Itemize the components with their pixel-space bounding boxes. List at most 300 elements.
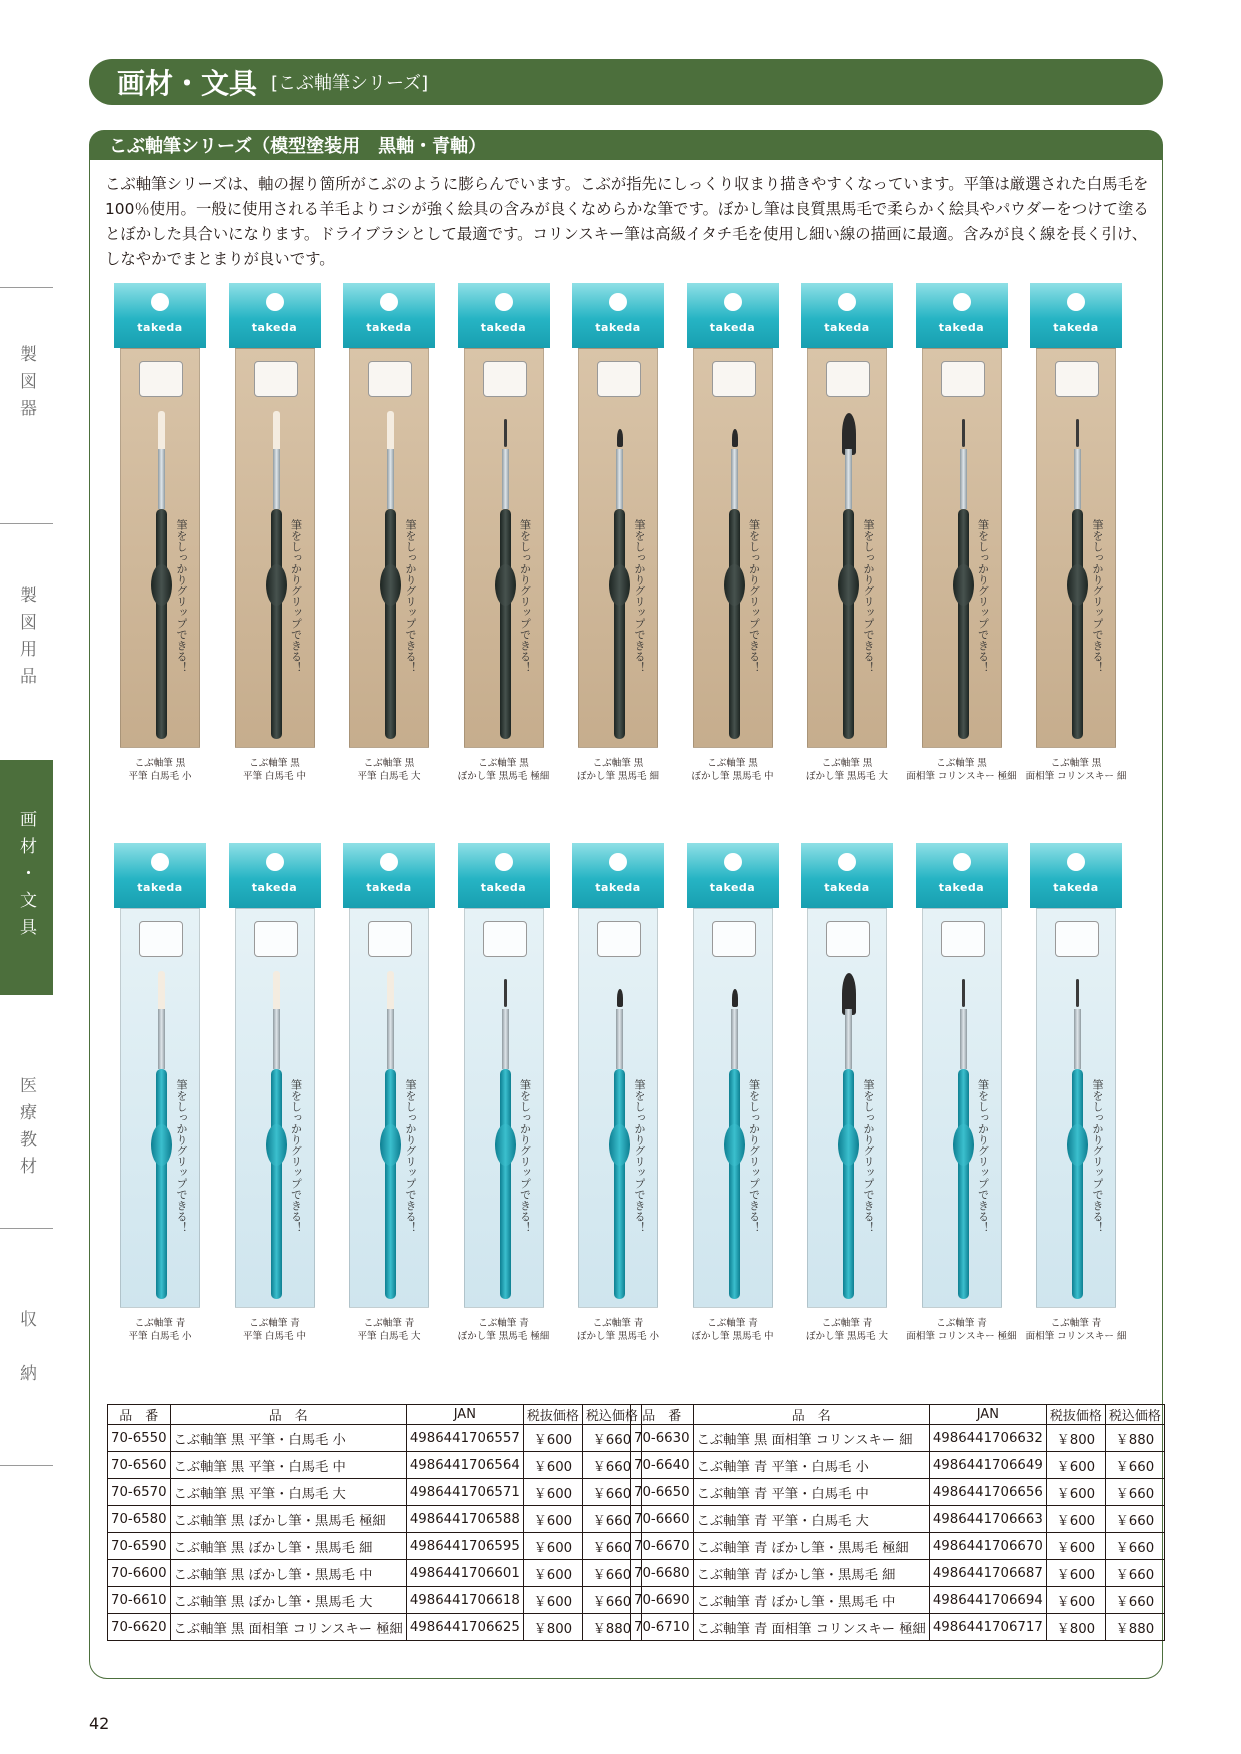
product-caption [329,1317,449,1343]
cell-jan: 4986441706564 [406,1452,523,1479]
brand-logo: takeda [709,881,756,894]
package-slogan: 筆をしっかりグリップできる！ [747,1079,761,1233]
brush-handle [500,1069,511,1299]
package-card [801,283,893,753]
package-slogan: 筆をしっかりグリップできる！ [976,1079,990,1233]
cell-price-in: ￥660 [1105,1533,1164,1560]
table-row [631,1533,1165,1560]
brand-logo: takeda [137,881,183,894]
caption-line-1: こぶ軸筆 黒 [478,758,529,769]
side-tab-label: 画材・文具 [16,810,36,945]
side-tab-storage[interactable] [0,1290,53,1410]
side-tab-label: 収 納 [16,1309,36,1391]
side-index [0,0,53,1754]
hang-hole-icon [724,853,742,871]
table-row [108,1614,642,1641]
brush-handle [156,1069,167,1299]
hang-hole-icon [380,853,398,871]
brush-ferrule [731,449,738,509]
cell-jan: 4986441706717 [929,1614,1046,1641]
package-card [687,843,779,1313]
caption-line-2: ぼかし筆 黒馬毛 極細 [457,771,550,782]
brush-tip [962,419,965,447]
package-slogan: 筆をしっかりグリップできる！ [175,1079,188,1233]
product-caption [100,1317,220,1343]
table-row [108,1479,642,1506]
brush-grip-bulge [838,564,859,606]
package-slogan: 筆をしっかりグリップできる！ [289,1079,303,1233]
page-header [89,59,1163,105]
cell-jan: 4986441706571 [406,1479,523,1506]
brand-logo: takeda [595,881,641,894]
package-window [693,348,773,748]
table-row [631,1560,1165,1587]
package-label [1055,361,1099,397]
caption-line-2: 平筆 白馬毛 中 [242,771,307,782]
brush-handle [1072,1069,1083,1299]
cell-price-in: ￥660 [1105,1479,1164,1506]
cell-jan: 4986441706595 [406,1533,523,1560]
brush-handle [729,1069,740,1299]
cell-product-no: 70-6630 [631,1425,694,1452]
brush-tip [504,979,507,1007]
package-label [712,361,756,397]
header-name: 品 名 [170,1405,406,1425]
package-slogan: 筆をしっかりグリップできる！ [976,519,990,673]
cell-product-name: こぶ軸筆 黒 ぼかし筆・黒馬毛 極細 [170,1506,406,1533]
product-caption [902,1317,1022,1343]
brand-logo: takeda [709,321,756,334]
cell-product-name: こぶ軸筆 黒 面相筆 コリンスキー 細 [693,1425,929,1452]
product-caption [329,757,449,783]
table-row [631,1506,1165,1533]
cell-product-no: 70-6570 [108,1479,171,1506]
caption-line-1: こぶ軸筆 黒 [134,758,186,769]
table-row [108,1425,642,1452]
brand-logo: takeda [251,881,298,894]
brush-tip [732,429,738,447]
package-label [597,921,641,957]
brush-grip-bulge [495,1124,516,1166]
package-card [114,843,206,1313]
package-header [572,843,664,908]
caption-line-2: 面相筆 コリンスキー 細 [1025,771,1127,782]
cell-product-name: こぶ軸筆 黒 ぼかし筆・黒馬毛 中 [170,1560,406,1587]
side-tab-drafting-tools[interactable] [0,320,53,450]
brush-handle [614,1069,625,1299]
brand-logo: takeda [480,321,527,334]
package-label [254,921,298,957]
cell-product-name: こぶ軸筆 黒 平筆・白馬毛 大 [170,1479,406,1506]
caption-line-1: こぶ軸筆 黒 [249,758,300,769]
caption-line-2: ぼかし筆 黒馬毛 小 [576,1331,660,1342]
package-card [801,843,893,1313]
page-subtitle: [こぶ軸筆シリーズ] [271,73,429,94]
hang-hole-icon [724,293,742,311]
cell-jan: 4986441706601 [406,1560,523,1587]
package-card [1030,283,1122,753]
page-title: 画材・文具 [117,67,258,100]
brush-grip-bulge [266,1124,287,1166]
cell-price-in: ￥660 [582,1452,641,1479]
caption-line-1: こぶ軸筆 黒 [707,758,758,769]
brush-ferrule [502,1009,509,1069]
cell-product-no: 70-6660 [631,1506,694,1533]
brush-ferrule [158,1009,165,1069]
package-header [687,283,779,348]
brush-ferrule [1074,1009,1081,1069]
brush-grip-bulge [838,1124,859,1166]
cell-price-ex: ￥600 [1046,1452,1105,1479]
package-window [235,908,315,1308]
package-header [1030,283,1122,348]
cell-price-ex: ￥800 [1046,1614,1105,1641]
cell-price-in: ￥660 [1105,1506,1164,1533]
cell-product-no: 70-6600 [108,1560,171,1587]
package-window [464,348,544,748]
cell-product-name: こぶ軸筆 青 ぼかし筆・黒馬毛 中 [693,1587,929,1614]
package-window [235,348,315,748]
caption-line-2: ぼかし筆 黒馬毛 中 [691,771,774,782]
package-label [1055,921,1099,957]
brush-grip-bulge [609,564,630,606]
cell-jan: 4986441706632 [929,1425,1046,1452]
cell-jan: 4986441706649 [929,1452,1046,1479]
header-price-ex: 税抜価格 [1046,1405,1105,1425]
brush-grip-bulge [1067,1124,1088,1166]
cell-price-ex: ￥800 [1046,1425,1105,1452]
caption-line-2: ぼかし筆 黒馬毛 中 [691,1331,774,1342]
package-header [687,843,779,908]
brush-grip-bulge [380,1124,401,1166]
brush-grip-bulge [266,564,287,606]
brush-tip [387,971,394,1011]
header-price-in: 税込価格 [582,1405,641,1425]
brush-handle [614,509,625,739]
brush-ferrule [845,449,852,509]
caption-line-1: こぶ軸筆 青 [592,1318,644,1329]
brush-grip-bulge [953,564,974,606]
package-label [826,921,870,957]
caption-line-2: 平筆 白馬毛 中 [242,1331,307,1342]
side-divider [0,523,53,524]
package-slogan: 筆をしっかりグリップできる！ [404,519,417,673]
cell-jan: 4986441706656 [929,1479,1046,1506]
caption-line-1: こぶ軸筆 黒 [936,758,987,769]
package-slogan: 筆をしっかりグリップできる！ [404,1079,417,1233]
table-row [631,1479,1165,1506]
cell-price-ex: ￥600 [523,1479,582,1506]
package-window [807,908,887,1308]
side-tab-art-stationery[interactable] [0,760,53,995]
brush-ferrule [616,1009,623,1069]
cell-price-in: ￥660 [582,1587,641,1614]
hang-hole-icon [266,853,284,871]
package-card [1030,843,1122,1313]
cell-price-in: ￥880 [1105,1425,1164,1452]
section-header [89,130,1163,160]
cell-jan: 4986441706663 [929,1506,1046,1533]
cell-product-no: 70-6670 [631,1533,694,1560]
package-window [1036,348,1116,748]
brush-tip [617,989,623,1007]
brand-logo: takeda [480,881,527,894]
package-header [458,843,550,908]
package-card [229,843,321,1313]
package-header [343,283,435,348]
hang-hole-icon [838,853,856,871]
table-row [631,1587,1165,1614]
caption-line-1: こぶ軸筆 青 [707,1318,758,1329]
product-caption [215,757,335,783]
cell-product-name: こぶ軸筆 黒 ぼかし筆・黒馬毛 大 [170,1587,406,1614]
cell-product-no: 70-6650 [631,1479,694,1506]
brush-handle [271,1069,282,1299]
hang-hole-icon [609,293,627,311]
cell-jan: 4986441706588 [406,1506,523,1533]
caption-line-2: 面相筆 コリンスキー 極細 [906,771,1017,782]
caption-line-1: こぶ軸筆 黒 [363,758,415,769]
brush-ferrule [273,449,280,509]
caption-line-1: こぶ軸筆 青 [478,1318,529,1329]
cell-jan: 4986441706557 [406,1425,523,1452]
package-header [801,283,893,348]
brush-handle [1072,509,1083,739]
package-label [597,361,641,397]
package-slogan: 筆をしっかりグリップできる！ [862,519,875,673]
table-row [631,1614,1165,1641]
hang-hole-icon [838,293,856,311]
cell-price-ex: ￥600 [523,1452,582,1479]
package-window [1036,908,1116,1308]
hang-hole-icon [151,853,169,871]
brush-tip [387,411,394,451]
cell-product-name: こぶ軸筆 青 ぼかし筆・黒馬毛 極細 [693,1533,929,1560]
caption-line-1: こぶ軸筆 青 [249,1318,300,1329]
cell-price-ex: ￥600 [523,1506,582,1533]
brush-handle [385,1069,396,1299]
cell-product-name: こぶ軸筆 黒 ぼかし筆・黒馬毛 細 [170,1533,406,1560]
caption-line-2: 平筆 白馬毛 小 [128,771,192,782]
brush-grip-bulge [953,1124,974,1166]
package-window [349,348,429,748]
header-price-in: 税込価格 [1105,1405,1164,1425]
cell-price-ex: ￥800 [523,1614,582,1641]
cell-jan: 4986441706687 [929,1560,1046,1587]
cell-product-no: 70-6690 [631,1587,694,1614]
package-slogan: 筆をしっかりグリップできる！ [633,519,646,673]
caption-line-1: こぶ軸筆 青 [134,1318,186,1329]
brush-tip [273,411,280,451]
cell-price-ex: ￥600 [523,1560,582,1587]
caption-line-2: ぼかし筆 黒馬毛 細 [576,771,660,782]
cell-product-no: 70-6590 [108,1533,171,1560]
package-slogan: 筆をしっかりグリップできる！ [1091,519,1104,673]
caption-line-1: こぶ軸筆 青 [821,1318,873,1329]
brand-logo: takeda [1053,881,1099,894]
package-label [368,361,412,397]
product-caption [902,757,1022,783]
caption-line-2: 平筆 白馬毛 小 [128,1331,192,1342]
package-card [114,283,206,753]
header-jan: JAN [406,1405,523,1425]
side-tab-label: 製図用品 [16,586,36,694]
cell-product-no: 70-6580 [108,1506,171,1533]
hang-hole-icon [953,853,971,871]
caption-line-1: こぶ軸筆 黒 [592,758,644,769]
package-window [578,348,658,748]
brand-logo: takeda [938,321,985,334]
brand-logo: takeda [824,881,870,894]
package-slogan: 筆をしっかりグリップできる！ [518,1079,532,1233]
package-window [464,908,544,1308]
package-window [922,348,1002,748]
package-header [229,283,321,348]
brand-logo: takeda [938,881,985,894]
brush-ferrule [1074,449,1081,509]
table-row [108,1452,642,1479]
caption-line-2: 面相筆 コリンスキー 極細 [906,1331,1017,1342]
hang-hole-icon [1067,293,1085,311]
brush-handle [500,509,511,739]
cell-jan: 4986441706670 [929,1533,1046,1560]
cell-price-in: ￥660 [1105,1587,1164,1614]
package-card [343,283,435,753]
hang-hole-icon [953,293,971,311]
cell-price-ex: ￥600 [523,1533,582,1560]
table-header-row [631,1405,1165,1425]
package-header [801,843,893,908]
brush-tip [1076,419,1079,447]
brush-tip [158,411,165,451]
package-card [687,283,779,753]
cell-price-ex: ￥600 [523,1587,582,1614]
side-tab-medical-teaching[interactable] [0,1040,53,1220]
caption-line-2: ぼかし筆 黒馬毛 大 [805,1331,889,1342]
package-header [343,843,435,908]
brush-grip-bulge [724,564,745,606]
brush-handle [843,1069,854,1299]
cell-product-name: こぶ軸筆 青 ぼかし筆・黒馬毛 細 [693,1560,929,1587]
product-caption [100,757,220,783]
header-price-ex: 税抜価格 [523,1405,582,1425]
package-card [572,283,664,753]
table-header-row [108,1405,642,1425]
product-caption [558,1317,678,1343]
brush-handle [843,509,854,739]
hang-hole-icon [609,853,627,871]
brush-grip-bulge [151,1124,172,1166]
cell-jan: 4986441706618 [406,1587,523,1614]
brush-ferrule [960,1009,967,1069]
brush-tip [962,979,965,1007]
package-label [139,921,183,957]
table-row [631,1425,1165,1452]
package-window [693,908,773,1308]
cell-price-in: ￥880 [582,1614,641,1641]
package-slogan: 筆をしっかりグリップできる！ [1091,1079,1104,1233]
cell-price-ex: ￥600 [1046,1479,1105,1506]
brush-grip-bulge [151,564,172,606]
package-window [120,908,200,1308]
brand-logo: takeda [1053,321,1099,334]
brand-logo: takeda [824,321,870,334]
package-label [826,361,870,397]
cell-price-ex: ￥600 [1046,1533,1105,1560]
product-caption [444,1317,564,1343]
cell-product-no: 70-6640 [631,1452,694,1479]
cell-price-ex: ￥600 [1046,1506,1105,1533]
cell-product-name: こぶ軸筆 黒 平筆・白馬毛 小 [170,1425,406,1452]
hang-hole-icon [1067,853,1085,871]
product-caption [787,757,907,783]
package-card [458,283,550,753]
price-table-left [107,1404,642,1641]
brand-logo: takeda [366,881,412,894]
brush-handle [729,509,740,739]
page-number: 42 [89,1714,110,1733]
header-no: 品 番 [108,1405,171,1425]
caption-line-2: ぼかし筆 黒馬毛 大 [805,771,889,782]
package-label [139,361,183,397]
package-header [916,283,1008,348]
package-header [916,843,1008,908]
cell-price-in: ￥660 [1105,1452,1164,1479]
cell-price-ex: ￥600 [1046,1560,1105,1587]
cell-product-name: こぶ軸筆 青 平筆・白馬毛 小 [693,1452,929,1479]
brush-tip [617,429,623,447]
product-caption [673,1317,793,1343]
package-slogan: 筆をしっかりグリップできる！ [175,519,188,673]
hang-hole-icon [151,293,169,311]
package-header [572,283,664,348]
cell-product-no: 70-6620 [108,1614,171,1641]
package-header [114,283,206,348]
product-caption [787,1317,907,1343]
hang-hole-icon [380,293,398,311]
side-divider [0,1228,53,1229]
cell-product-name: こぶ軸筆 青 面相筆 コリンスキー 極細 [693,1614,929,1641]
caption-line-2: ぼかし筆 黒馬毛 極細 [457,1331,550,1342]
caption-line-2: 平筆 白馬毛 大 [357,1331,421,1342]
brush-ferrule [273,1009,280,1069]
brush-ferrule [616,449,623,509]
package-window [807,348,887,748]
brush-grip-bulge [1067,564,1088,606]
brush-tip [273,971,280,1011]
section-description: こぶ軸筆シリーズは、軸の握り箇所がこぶのように膨らんでいます。こぶが指先にしっくり収まり描きやすくなっています。平筆は厳選された白馬毛を100％使用。一般に使用される羊毛よりコシが強く絵具の含みが良くなめらかな筆です。ぼかし筆は良質黒馬毛で柔らかく絵具やパウダーをつけて塗るとぼかした具合いになります。ドライブラシとして最適です。コリンスキー筆は高級イタチ毛を使用し細い線の描画に最適。含みが良く線を長く引け、しなやかでまとまりが良いです。 [105,175,1149,268]
cell-product-no: 70-6550 [108,1425,171,1452]
package-slogan: 筆をしっかりグリップできる！ [289,519,303,673]
side-tab-drafting-supplies[interactable] [0,560,53,720]
brand-logo: takeda [366,321,412,334]
brush-handle [958,509,969,739]
cell-product-no: 70-6680 [631,1560,694,1587]
product-caption [215,1317,335,1343]
brand-logo: takeda [137,321,183,334]
section-title: こぶ軸筆シリーズ（模型塗装用 黒軸・青軸） [109,136,487,157]
price-table-right [630,1404,1165,1641]
brush-grip-bulge [609,1124,630,1166]
brush-tip [732,989,738,1007]
caption-line-1: こぶ軸筆 青 [363,1318,415,1329]
package-label [712,921,756,957]
brand-logo: takeda [595,321,641,334]
brush-tip [504,419,507,447]
brush-ferrule [387,449,394,509]
brush-ferrule [502,449,509,509]
table-row [631,1452,1165,1479]
